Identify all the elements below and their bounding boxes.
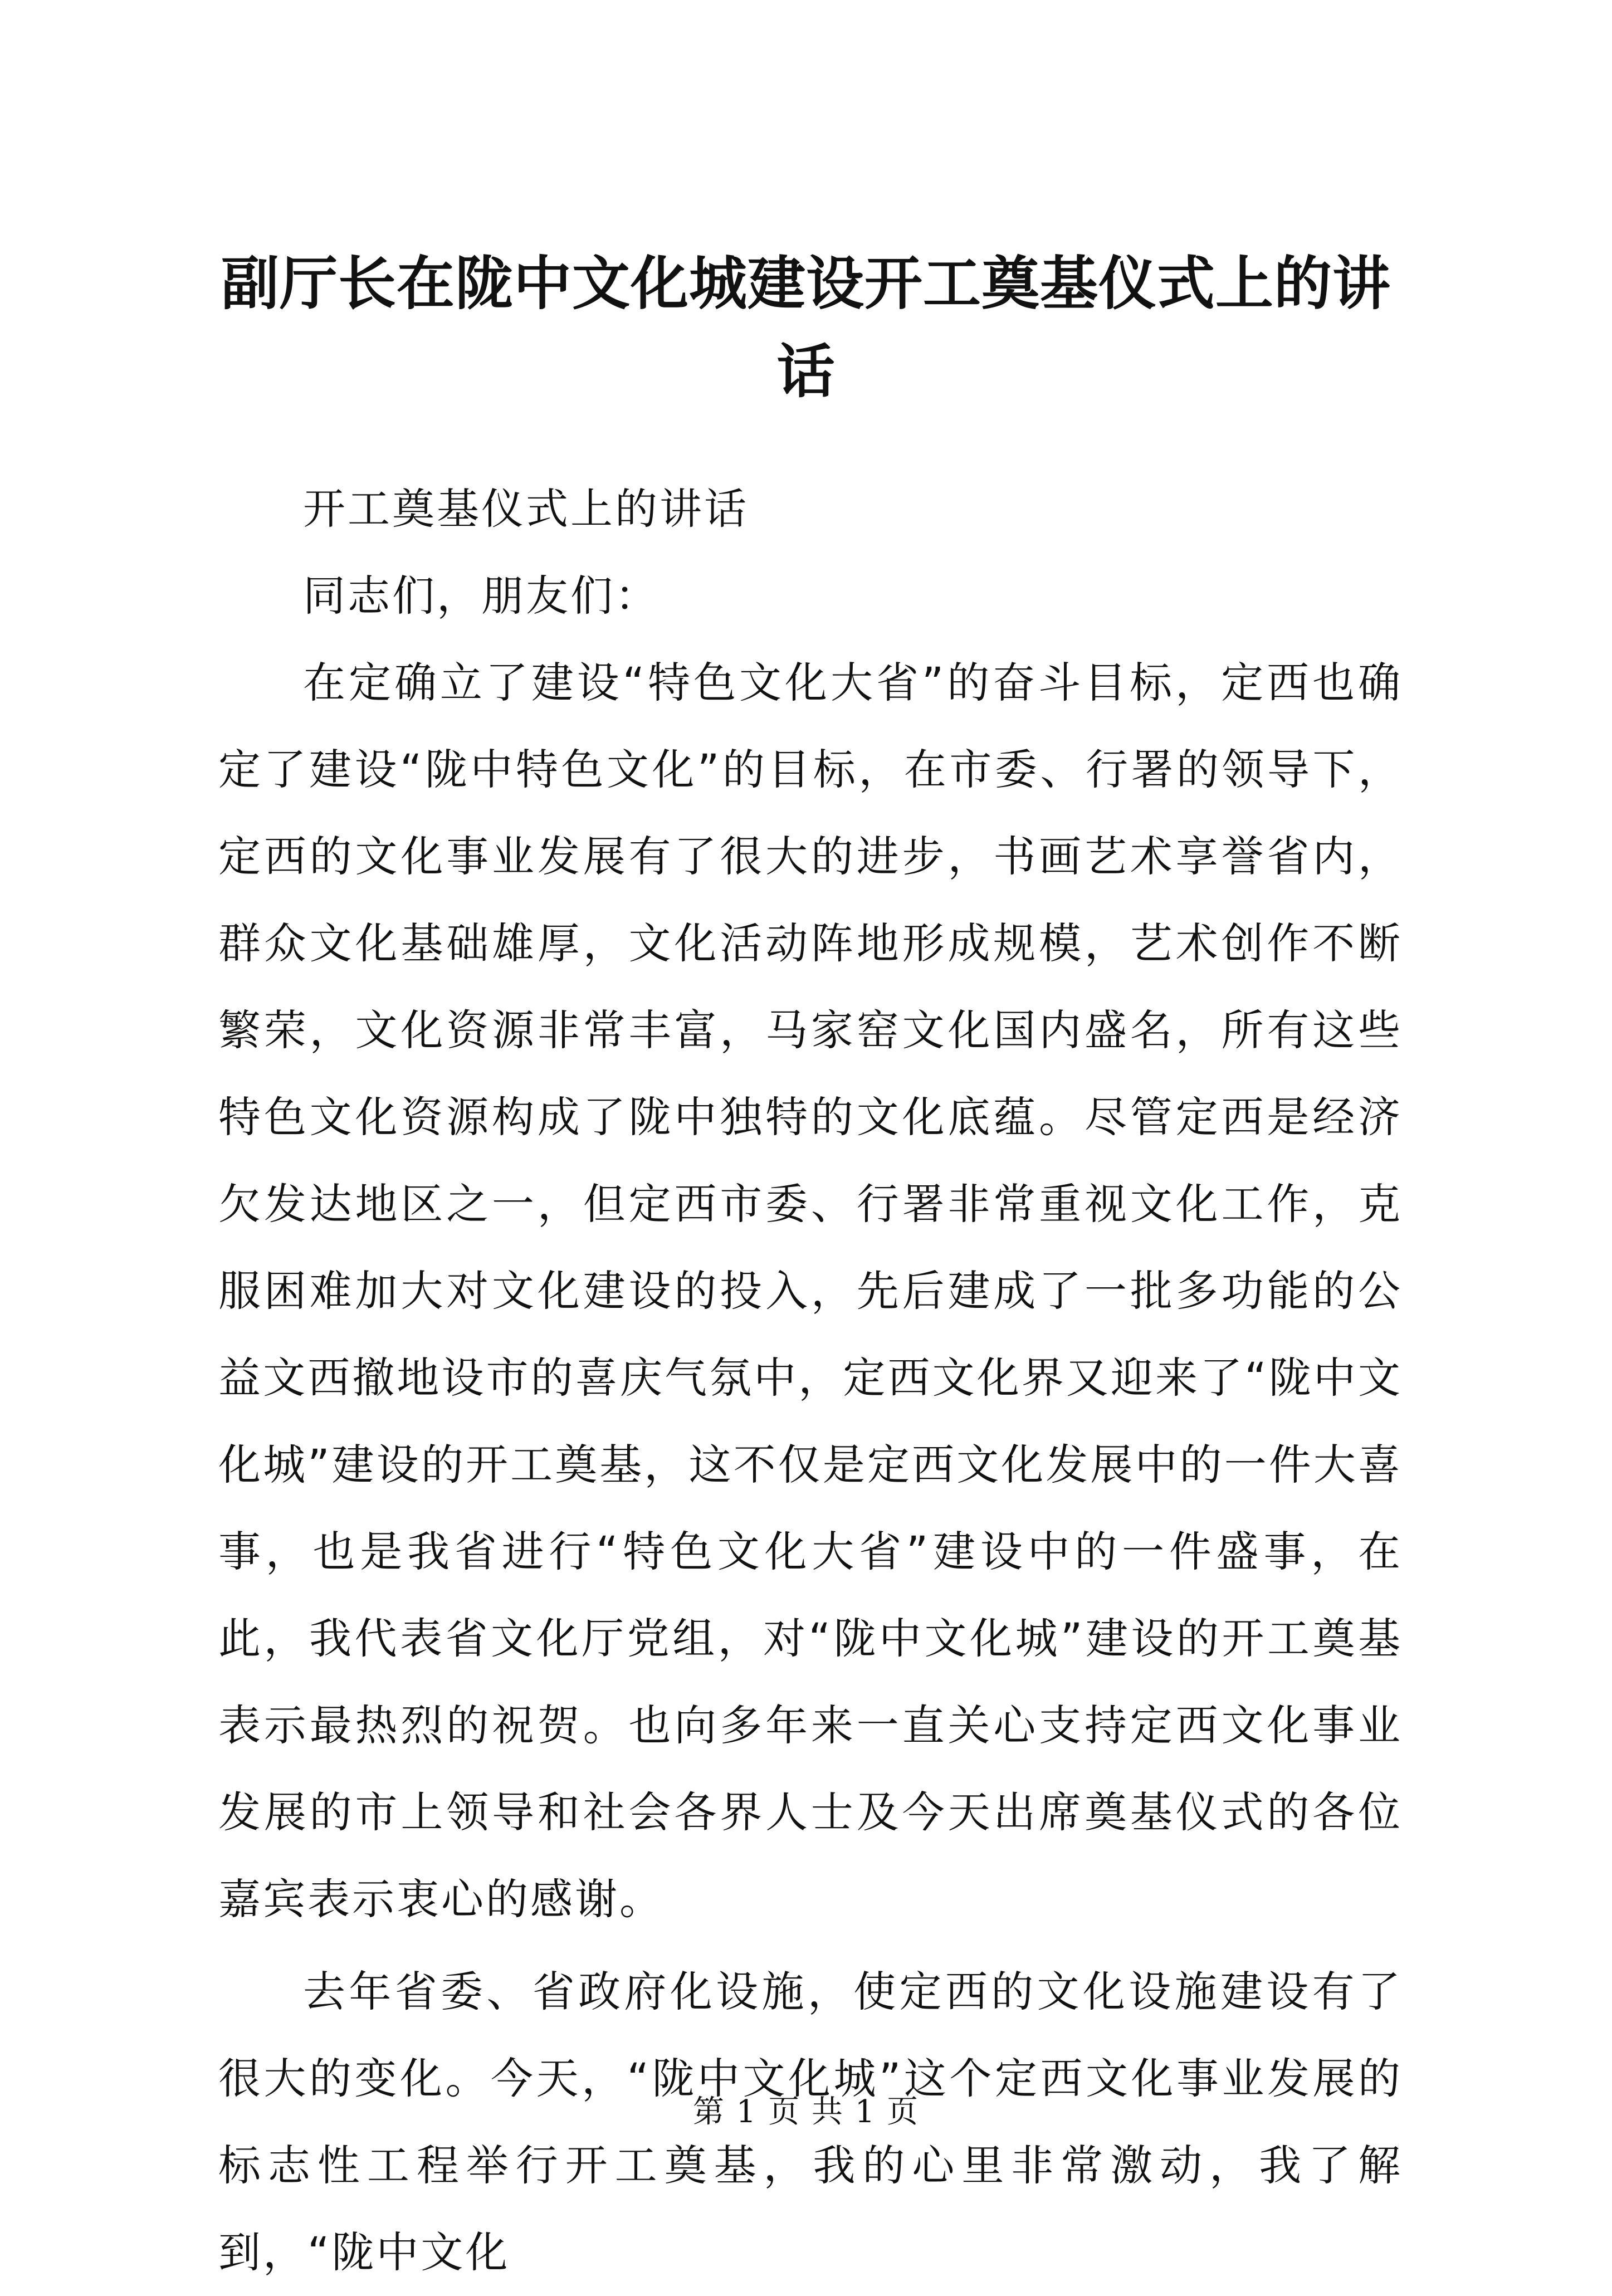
page-footer: 第 1 页 共 1 页 bbox=[692, 2094, 920, 2130]
body-paragraph: 在定确立了建设“特色文化大省”的奋斗目标，定西也确定了建设“陇中特色文化”的目标，在市委、行署的领导下，定西的文化事业发展有了很大的进步，书画艺术享誉省内，群众文化基础雄厚，文化活动阵地形成规模，艺术创作不断繁荣，文化资源非常丰富，马家窑文化国内盛名，所有这些特色文化资源构成了陇中独特的文化底蕴。尽管定西是经济欠发达地区之一，但定西市委、行署非常重视文化工作，克服困难加大对文化建设的投入，先后建成了一批多功能的公益文西撤地设市的喜庆气氛中，定西文化界又迎来了“陇中文化城”建设的开工奠基，这不仅是定西文化发展中的一件大喜事，也是我省进行“特色文化大省”建设中的一件盛事，在此，我代表省文化厅党组，对“陇中文化城”建设的开工奠基表示最热烈的祝贺。也向多年来一直关心支持定西文化事业发展的市上领导和社会各界人士及今天出席奠基仪式的各位嘉宾表示衷心的感谢。 bbox=[218, 658, 1403, 1924]
body-paragraph: 去年省委、省政府化设施，使定西的文化设施建设有了很大的变化。今天，“陇中文化城”这个定西文化事业发展的标志性工程举行开工奠基，我的心里非常激动，我了解到，“陇中文化 bbox=[218, 1967, 1403, 2277]
document-body bbox=[218, 466, 1403, 2296]
document-title: 副厅长在陇中文化城建设开工奠基仪式上的讲话 bbox=[221, 249, 1391, 406]
salutation-paragraph: 同志们，朋友们： bbox=[303, 571, 660, 621]
subtitle-paragraph: 开工奠基仪式上的讲话 bbox=[303, 484, 749, 534]
